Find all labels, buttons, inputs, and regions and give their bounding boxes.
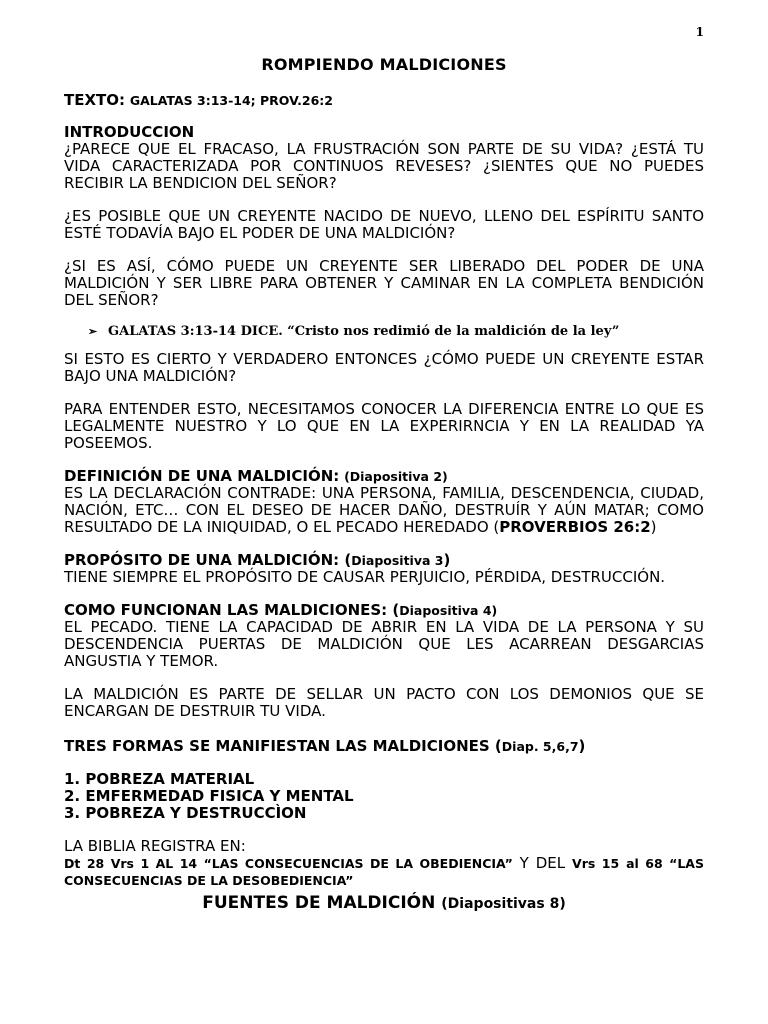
texto-label: TEXTO:: [64, 91, 126, 109]
document-title: ROMPIENDO MALDICIONES: [261, 55, 507, 74]
obediencia-ref: Dt 28 Vrs 1 AL 14 “LAS CONSECUENCIAS DE LA OBEDIENCIA”: [64, 856, 513, 871]
list-item: 2. EMFERMEDAD FISICA Y MENTAL: [64, 787, 354, 805]
paragraph-entender: PARA ENTENDER ESTO, NECESITAMOS CONOCER LA DIFERENCIA ENTRE LO QUE ES LEGALMENTE NUESTRO Y LO QUE EN LA EXPERIRNCIA Y EN LA REALIDAD YA POSEEMOS.: [64, 400, 704, 452]
funcionan-heading: COMO FUNCIONAN LAS MALDICIONES: (: [64, 601, 400, 619]
formas-heading: TRES FORMAS SE MANIFIESTAN LAS MALDICIONES (: [64, 737, 502, 755]
texto-line: [64, 92, 704, 109]
fuentes-slide: (Diapositivas 8): [441, 896, 566, 912]
desobediencia-ref-a: Vrs 15: [572, 856, 620, 871]
intro-paragraph-1: ¿PARECE QUE EL FRACASO, LA FRUSTRACIÓN SON PARTE DE SU VIDA? ¿ESTÁ TU VIDA CARACTERIZADA POR CONTINUOS REVESES? ¿SIENTES QUE NO PUEDES RECIBIR LA BENDICION DEL SEÑOR?: [64, 140, 704, 192]
definicion-body: [64, 485, 704, 536]
galatas-bullet-text: GALATAS 3:13-14 DICE. “Cristo nos redimió de la maldición de la ley”: [108, 324, 620, 339]
proverbios-ref: PROVERBIOS 26:2: [499, 518, 651, 536]
proposito-body: TIENE SIEMPRE EL PROPÓSITO DE CAUSAR PERJUICIO, PÉRDIDA, DESTRUCCIÓN.: [64, 568, 666, 586]
biblia-label: LA BIBLIA REGISTRA EN:: [64, 837, 246, 855]
fuentes-heading: FUENTES DE MALDICIÓN: [202, 893, 436, 913]
biblia-refs: [64, 855, 704, 889]
funcionan-body: EL PECADO. TIENE LA CAPACIDAD DE ABRIR EN LA VIDA DE LA PERSONA Y SU DESCENDENCIA PUERTAS DE MALDICIÓN QUE LES ACARREAN DESGARCIAS ANGUSTIA Y TEMOR.: [64, 618, 704, 670]
definicion-text: ES LA DECLARACIÓN CONTRADE: UNA PERSONA, FAMILIA, DESCENDENCIA, CIUDAD, NACIÓN, ETC… CON EL DESEO DE HACER DAÑO, DESTRUÍR Y AÚN MATAR; COMO RESULTADO DE LA INIQUIDAD, O EL PECADO HEREDADO (: [64, 484, 704, 536]
definicion-close: ): [650, 518, 657, 536]
list-item: 1. POBREZA MATERIAL: [64, 770, 255, 788]
proposito-close: ): [443, 551, 451, 569]
formas-slide: Diap. 5,6,7: [501, 739, 579, 754]
definicion-heading-line: [64, 468, 704, 485]
definicion-slide: (Diapositiva 2): [344, 469, 448, 484]
funcionan-slide: Diapositiva 4): [399, 603, 498, 618]
paragraph-pacto: LA MALDICIÓN ES PARTE DE SELLAR UN PACTO CON LOS DEMONIOS QUE SE ENCARGAN DE DESTRUIR TU VIDA.: [64, 685, 704, 720]
texto-refs: GALATAS 3:13-14; PROV.26:2: [129, 93, 334, 108]
intro-paragraph-2: ¿ES POSIBLE QUE UN CREYENTE NACIDO DE NUEVO, LLENO DEL ESPÍRITU SANTO ESTÉ TODAVÍA BAJO EL PODER DE UNA MALDICIÓN?: [64, 207, 704, 242]
arrow-bullet-icon: ➢: [88, 325, 98, 338]
formas-close: ): [578, 737, 586, 755]
intro-paragraph-3: ¿SI ES ASÍ, CÓMO PUEDE UN CREYENTE SER LIBERADO DEL PODER DE UNA MALDICIÓN Y SER LIBRE PARA OBTENER Y CAMINAR EN LA COMPLETA BENDICIÓN DEL SEÑOR?: [64, 257, 704, 309]
definicion-heading: DEFINICIÓN DE UNA MALDICIÓN:: [64, 467, 340, 485]
galatas-bullet: [88, 324, 704, 339]
formas-list: [64, 771, 704, 822]
proposito-slide: Diapositiva 3: [351, 553, 444, 568]
formas-heading-line: [64, 738, 704, 755]
biblia-mid: Y DEL: [512, 854, 573, 872]
desobediencia-ref-b: al 68 “LAS CONSECUENCIAS DE LA DESOBEDIENCIA”: [64, 856, 704, 888]
fuentes-heading-line: [64, 893, 704, 913]
page-number: 1: [695, 25, 704, 39]
proposito-heading-line: [64, 552, 704, 569]
intro-heading: INTRODUCCION: [64, 123, 195, 141]
proposito-heading: PROPÓSITO DE UNA MALDICIÓN: (: [64, 551, 352, 569]
list-item: 3. POBREZA Y DESTRUCCÌON: [64, 804, 307, 822]
funcionan-heading-line: [64, 602, 704, 619]
document-body: [64, 55, 704, 913]
paragraph-question: SI ESTO ES CIERTO Y VERDADERO ENTONCES ¿CÓMO PUEDE UN CREYENTE ESTAR BAJO UNA MALDICIÓN?: [64, 350, 704, 385]
